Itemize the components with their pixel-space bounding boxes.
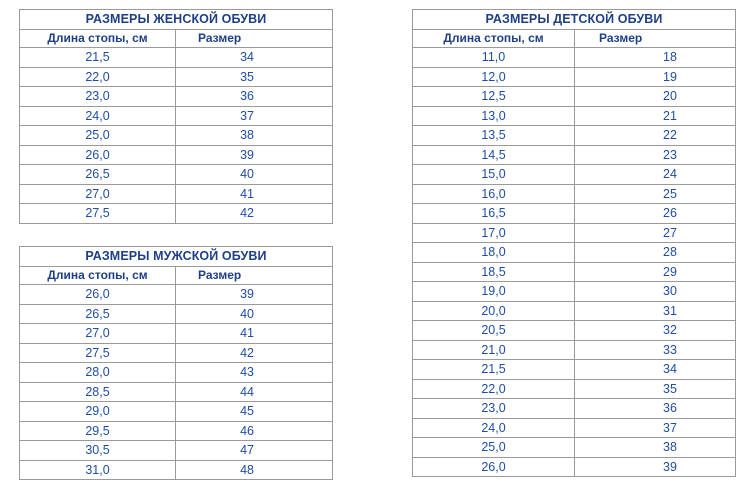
shoe-size-cell: 39 xyxy=(575,457,736,477)
foot-length-cell: 14,5 xyxy=(413,145,575,165)
shoe-size-cell: 18 xyxy=(575,48,736,68)
men-shoe-size-table xyxy=(19,246,333,480)
foot-length-cell: 13,0 xyxy=(413,106,575,126)
table-row xyxy=(413,262,736,282)
table-row xyxy=(20,382,333,402)
foot-length-cell: 28,5 xyxy=(20,382,176,402)
foot-length-cell: 27,0 xyxy=(20,184,176,204)
shoe-size-cell: 38 xyxy=(575,438,736,458)
table-row xyxy=(413,379,736,399)
foot-length-cell: 16,5 xyxy=(413,204,575,224)
shoe-size-cell: 37 xyxy=(176,106,333,126)
table-row xyxy=(20,324,333,344)
foot-length-cell: 23,0 xyxy=(20,87,176,107)
foot-length-cell: 20,5 xyxy=(413,321,575,341)
table-row xyxy=(413,223,736,243)
foot-length-cell: 27,5 xyxy=(20,343,176,363)
table-row xyxy=(413,301,736,321)
table-row xyxy=(413,282,736,302)
table-row xyxy=(20,441,333,461)
foot-length-cell: 11,0 xyxy=(413,48,575,68)
foot-length-cell: 29,5 xyxy=(20,421,176,441)
table-row xyxy=(20,402,333,422)
shoe-size-cell: 40 xyxy=(176,304,333,324)
shoe-size-cell: 27 xyxy=(575,223,736,243)
shoe-size-cell: 20 xyxy=(575,87,736,107)
foot-length-cell: 21,5 xyxy=(20,48,176,68)
shoe-size-cell: 48 xyxy=(176,460,333,480)
table-row xyxy=(20,145,333,165)
women-table-title: РАЗМЕРЫ ЖЕНСКОЙ ОБУВИ xyxy=(20,10,333,30)
shoe-size-cell: 46 xyxy=(176,421,333,441)
table-row xyxy=(413,399,736,419)
table-row xyxy=(20,67,333,87)
shoe-size-cell: 30 xyxy=(575,282,736,302)
shoe-size-cell: 36 xyxy=(575,399,736,419)
foot-length-cell: 26,5 xyxy=(20,165,176,185)
table-row xyxy=(413,48,736,68)
shoe-size-cell: 42 xyxy=(176,343,333,363)
table-row xyxy=(413,243,736,263)
table-row xyxy=(413,126,736,146)
shoe-size-cell: 35 xyxy=(575,379,736,399)
kids-shoe-size-table xyxy=(412,9,736,477)
table-row xyxy=(413,204,736,224)
shoe-size-cell: 37 xyxy=(575,418,736,438)
foot-length-cell: 12,5 xyxy=(413,87,575,107)
table-row xyxy=(413,145,736,165)
shoe-size-cell: 41 xyxy=(176,184,333,204)
shoe-size-cell: 23 xyxy=(575,145,736,165)
shoe-size-cell: 28 xyxy=(575,243,736,263)
foot-length-cell: 13,5 xyxy=(413,126,575,146)
table-row xyxy=(413,418,736,438)
foot-length-cell: 16,0 xyxy=(413,184,575,204)
foot-length-cell: 26,5 xyxy=(20,304,176,324)
foot-length-cell: 21,5 xyxy=(413,360,575,380)
women-shoe-size-table xyxy=(19,9,333,224)
table-row xyxy=(413,67,736,87)
shoe-size-cell: 45 xyxy=(176,402,333,422)
women-col-size-header: Размер xyxy=(176,30,333,48)
shoe-size-cell: 32 xyxy=(575,321,736,341)
table-row xyxy=(20,304,333,324)
shoe-size-cell: 40 xyxy=(176,165,333,185)
foot-length-cell: 20,0 xyxy=(413,301,575,321)
shoe-size-cell: 24 xyxy=(575,165,736,185)
shoe-size-cell: 39 xyxy=(176,145,333,165)
shoe-size-cell: 19 xyxy=(575,67,736,87)
foot-length-cell: 18,0 xyxy=(413,243,575,263)
kids-col-size-header: Размер xyxy=(575,30,736,48)
shoe-size-cell: 31 xyxy=(575,301,736,321)
foot-length-cell: 21,0 xyxy=(413,340,575,360)
table-row xyxy=(413,360,736,380)
shoe-size-cell: 33 xyxy=(575,340,736,360)
foot-length-cell: 18,5 xyxy=(413,262,575,282)
foot-length-cell: 26,0 xyxy=(413,457,575,477)
table-row xyxy=(20,421,333,441)
kids-table-title: РАЗМЕРЫ ДЕТСКОЙ ОБУВИ xyxy=(413,10,736,30)
foot-length-cell: 23,0 xyxy=(413,399,575,419)
shoe-size-cell: 35 xyxy=(176,67,333,87)
foot-length-cell: 15,0 xyxy=(413,165,575,185)
shoe-size-cell: 41 xyxy=(176,324,333,344)
shoe-size-cell: 25 xyxy=(575,184,736,204)
table-row xyxy=(20,184,333,204)
table-row xyxy=(413,87,736,107)
foot-length-cell: 12,0 xyxy=(413,67,575,87)
table-row xyxy=(413,340,736,360)
shoe-size-cell: 26 xyxy=(575,204,736,224)
table-row xyxy=(20,126,333,146)
foot-length-cell: 28,0 xyxy=(20,363,176,383)
men-table-title: РАЗМЕРЫ МУЖСКОЙ ОБУВИ xyxy=(20,247,333,267)
foot-length-cell: 25,0 xyxy=(20,126,176,146)
table-row xyxy=(413,184,736,204)
shoe-size-cell: 39 xyxy=(176,285,333,305)
shoe-size-cell: 34 xyxy=(575,360,736,380)
foot-length-cell: 31,0 xyxy=(20,460,176,480)
kids-col-length-header: Длина стопы, см xyxy=(413,30,575,48)
shoe-size-cell: 38 xyxy=(176,126,333,146)
women-table-body xyxy=(20,48,333,224)
table-row xyxy=(20,87,333,107)
men-col-size-header: Размер xyxy=(176,267,333,285)
shoe-size-cell: 29 xyxy=(575,262,736,282)
men-col-length-header: Длина стопы, см xyxy=(20,267,176,285)
table-row xyxy=(20,106,333,126)
foot-length-cell: 29,0 xyxy=(20,402,176,422)
table-row xyxy=(20,204,333,224)
foot-length-cell: 27,5 xyxy=(20,204,176,224)
foot-length-cell: 27,0 xyxy=(20,324,176,344)
table-row xyxy=(20,48,333,68)
shoe-size-cell: 21 xyxy=(575,106,736,126)
kids-table-body xyxy=(413,48,736,477)
shoe-size-cell: 44 xyxy=(176,382,333,402)
foot-length-cell: 24,0 xyxy=(20,106,176,126)
women-col-length-header: Длина стопы, см xyxy=(20,30,176,48)
shoe-size-cell: 36 xyxy=(176,87,333,107)
table-row xyxy=(20,363,333,383)
men-table-body xyxy=(20,285,333,480)
table-row xyxy=(413,438,736,458)
foot-length-cell: 30,5 xyxy=(20,441,176,461)
table-row xyxy=(413,165,736,185)
shoe-size-cell: 43 xyxy=(176,363,333,383)
foot-length-cell: 22,0 xyxy=(20,67,176,87)
shoe-size-cell: 47 xyxy=(176,441,333,461)
foot-length-cell: 17,0 xyxy=(413,223,575,243)
table-row xyxy=(20,165,333,185)
shoe-size-cell: 34 xyxy=(176,48,333,68)
foot-length-cell: 26,0 xyxy=(20,145,176,165)
table-row xyxy=(20,343,333,363)
shoe-size-cell: 22 xyxy=(575,126,736,146)
table-row xyxy=(413,106,736,126)
table-row xyxy=(20,285,333,305)
table-row xyxy=(413,321,736,341)
table-row xyxy=(413,457,736,477)
foot-length-cell: 22,0 xyxy=(413,379,575,399)
foot-length-cell: 25,0 xyxy=(413,438,575,458)
table-row xyxy=(20,460,333,480)
foot-length-cell: 24,0 xyxy=(413,418,575,438)
shoe-size-cell: 42 xyxy=(176,204,333,224)
foot-length-cell: 26,0 xyxy=(20,285,176,305)
foot-length-cell: 19,0 xyxy=(413,282,575,302)
